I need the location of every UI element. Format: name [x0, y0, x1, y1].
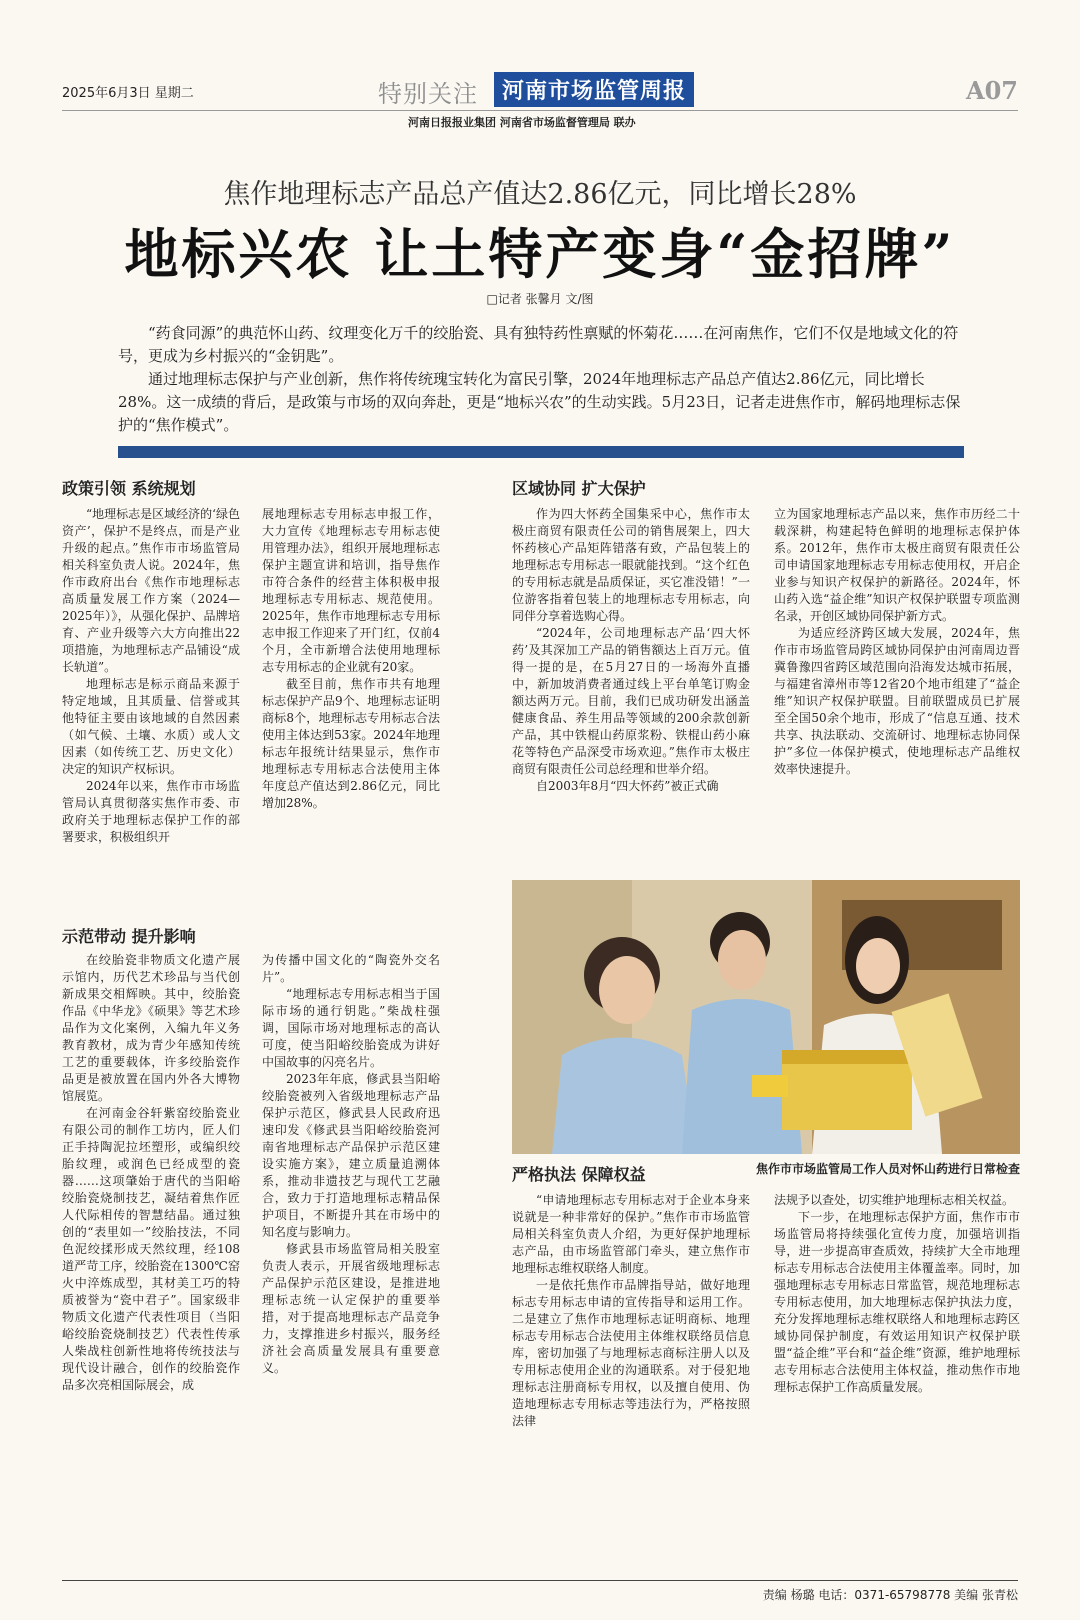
- header-rule: [62, 110, 1018, 111]
- divider-bar: [118, 446, 964, 458]
- lead-paragraph: 通过地理标志保护与产业创新，焦作将传统瑰宝转化为富民引擎，2024年地理标志产品总产值达2.86亿元，同比增长28%。这一成绩的背后，是政策与市场的双向奔赴，更是“地标兴农”的生动实践。5月23日，记者走进焦作市，解码地理标志保护的“焦作模式”。: [118, 370, 961, 434]
- article-title: 地标兴农 让土特产变身“金招牌”: [124, 222, 956, 286]
- paragraph: 立为国家地理标志产品以来，焦作市历经二十载深耕，构建起特色鲜明的地理标志保护体系。2012年，焦作市太极庄商贸有限责任公司申请国家地理标志专用标志使用权，开启企业参与知识产权保护的新路径。2024年，怀山药入选“益企维”知识产权保护联盟专项监测名录，开创区域协同保护新方式。: [774, 507, 1020, 623]
- paragraph: 2023年年底，修武县当阳峪绞胎瓷被列入省级地理标志产品保护示范区，修武县人民政府迅速印发《修武县当阳峪绞胎瓷河南省地理标志产品保护示范区建设实施方案》，建立质量追溯体系，推动非遗技艺与现代工艺融合，致力于打造地理标志精品保护项目，不断提升其在市场中的知名度与影响力。: [262, 1072, 440, 1239]
- photo-caption: 焦作市市场监管局工作人员对怀山药进行日常检查: [755, 1162, 1020, 1176]
- paragraph: 作为四大怀药全国集采中心，焦作市太极庄商贸有限责任公司的销售展架上，四大怀药核心产品矩阵错落有致，产品包装上的地理标志专用标志一眼就能找到。“这个红色的专用标志就是品质保证，买它准没错！”一位游客指着包装上的地理标志专用标志，向同伴分享着选购心得。: [512, 507, 750, 623]
- organizers: 河南日报报业集团 河南省市场监督管理局 联办: [408, 116, 636, 129]
- editor-credits: 责编 杨璐 电话：0371-65798778 美编 张青松: [762, 1588, 1018, 1602]
- section-heading: 政策引领 系统规划: [62, 479, 196, 498]
- paragraph: “地理标志是区域经济的‘绿色资产’，保护不是终点，而是产业升级的起点。”焦作市市场监管局相关科室负责人说。2024年，焦作市政府出台《焦作市地理标志高质量发展工作方案（2024—2025年）》，从强化保护、品牌培育、产业升级等六大方向推出22项措施，为地理标志产品铺设“成长轨道”。: [62, 507, 240, 674]
- paragraph: 为适应经济跨区域大发展，2024年，焦作市市场监管局跨区域协同保护由河南周边晋冀鲁豫四省跨区域范围向沿海发达城市拓展，与福建省漳州市等12省20个地市组建了“益企维”知识产权保护联盟。目前联盟成员已扩展至全国50余个地市，形成了“信息互通、技术共享、执法联动、交流研讨、地理标志协同保护”多位一体保护模式，使地理标志产品维权效率快速提升。: [774, 626, 1020, 776]
- article-column: [62, 952, 240, 1394]
- lead-paragraph: “药食同源”的典范怀山药、纹理变化万千的绞胎瓷、具有独特药性禀赋的怀菊花……在河南焦作，它们不仅是地域文化的符号，更成为乡村振兴的“金钥匙”。: [118, 324, 959, 365]
- article-column: [774, 1192, 1020, 1396]
- paragraph: 展地理标志专用标志申报工作，大力宣传《地理标志专用标志使用管理办法》，组织开展地理标志保护主题宣讲和培训，指导焦作市符合条件的经营主体积极申报地理标志专用标志、规范使用。2025年，焦作市地理标志专用标志申报工作迎来了开门红，仅前4个月，全市新增合法使用地理标志专用标志的企业就有20家。: [262, 507, 440, 674]
- footer-rule: [62, 1580, 1018, 1581]
- article-column: [262, 952, 440, 1377]
- section-label: 特别关注: [378, 80, 478, 108]
- paragraph: “申请地理标志专用标志对于企业本身来说就是一种非常好的保护。”焦作市市场监管局相关科室负责人介绍，为更好保护地理标志产品，由市场监管部门牵头，建立焦作市地理标志维权联络人制度。: [512, 1193, 750, 1275]
- paragraph: 法规予以查处，切实维护地理标志相关权益。: [774, 1193, 1015, 1207]
- article-column: [512, 1192, 750, 1430]
- photo-illustration: [512, 880, 1020, 1154]
- article-column: [262, 506, 440, 812]
- byline: □记者 张馨月 文/图: [486, 292, 594, 306]
- issue-date: 2025年6月3日 星期二: [62, 86, 194, 101]
- paper-name: 河南市场监管周报: [494, 72, 694, 107]
- paragraph: 修武县市场监管局相关股室负责人表示，开展省级地理标志产品保护示范区建设，是推进地理标志统一认定保护的重要举措，对于提高地理标志产品竞争力，支撑推进乡村振兴，服务经济社会高质量发展具有重要意义。: [262, 1242, 440, 1375]
- section-heading: 示范带动 提升影响: [62, 927, 196, 946]
- article-column: [62, 506, 240, 846]
- section-heading: 区域协同 扩大保护: [512, 479, 646, 498]
- paragraph: 截至目前，焦作市共有地理标志保护产品9个、地理标志证明商标8个，地理标志专用标志合法使用主体达到53家。2024年地理标志年报统计结果显示，焦作市地理标志专用标志合法使用主体年度总产值达到2.86亿元，同比增加28%。: [262, 677, 440, 810]
- paragraph: 在河南金谷轩紫窑绞胎瓷业有限公司的制作工坊内，匠人们正手持陶泥拉坯塑形，或编织绞胎纹理，或润色已经成型的瓷器……这项肇始于唐代的当阳峪绞胎瓷烧制技艺，凝结着焦作匠人代际相传的智慧结晶。通过独创的“表里如一”绞胎技法，不同色泥绞揉形成天然纹理，经108道严苛工序，绞胎瓷在1300℃窑火中淬炼成型，其材美工巧的特质被誉为“瓷中君子”。国家级非物质文化遗产代表性项目（当阳峪绞胎瓷烧制技艺）代表性传承人柴战柱创新性地将传统技法与现代设计融合，创作的绞胎瓷作品多次亮相国际展会，成: [62, 1106, 240, 1392]
- paragraph: 地理标志是标示商品来源于特定地域，且其质量、信誉或其他特征主要由该地域的自然因素（如气候、土壤、水质）或人文因素（如传统工艺、历史文化）决定的知识产权标识。: [62, 677, 240, 776]
- article-subtitle: 焦作地理标志产品总产值达2.86亿元，同比增长28%: [223, 179, 857, 210]
- news-photo: [512, 880, 1020, 1154]
- paragraph: “地理标志专用标志相当于国际市场的通行钥匙。”柴战柱强调，国际市场对地理标志的高认可度，使当阳峪绞胎瓷成为讲好中国故事的闪亮名片。: [262, 987, 440, 1069]
- section-heading: 严格执法 保障权益: [512, 1165, 646, 1184]
- page-number: A07: [965, 76, 1018, 105]
- paragraph: 自2003年8月“四大怀药”被正式确: [536, 779, 719, 793]
- paragraph: 为传播中国文化的“陶瓷外交名片”。: [262, 953, 440, 984]
- paragraph: 在绞胎瓷非物质文化遗产展示馆内，历代艺术珍品与当代创新成果交相辉映。其中，绞胎瓷作品《中华龙》《硕果》等艺术珍品作为文化案例，入编九年义务教育教材，成为青少年感知传统工艺的重要载体，许多绞胎瓷作品更是被放置在国内外各大博物馆展览。: [62, 953, 240, 1103]
- article-column: [774, 506, 1020, 778]
- paragraph: 下一步，在地理标志保护方面，焦作市市场监管局将持续强化宣传力度，加强培训指导，进一步提高审查质效，持续扩大全市地理标志专用标志合法使用主体覆盖率。同时，加强地理标志专用标志日常监管，规范地理标志专用标志使用，加大地理标志保护执法力度，充分发挥地理标志维权联络人和地理标志跨区域协同保护制度，有效运用知识产权保护联盟“益企维”平台和“益企维”资源，维护地理标志专用标志合法使用主体权益，推动焦作市地理标志保护工作高质量发展。: [774, 1210, 1020, 1394]
- paragraph: 一是依托焦作市品牌指导站，做好地理标志专用标志申请的宣传指导和运用工作。二是建立了焦作市地理标志证明商标、地理标志专用标志合法使用主体维权联络员信息库，密切加强了与地理标志商标注册人以及专用标志使用企业的沟通联系。对于侵犯地理标志注册商标专用权，以及擅自使用、伪造地理标志专用标志等违法行为，严格按照法律: [512, 1278, 750, 1428]
- article-column: [512, 506, 750, 795]
- paragraph: “2024年，公司地理标志产品‘四大怀药’及其深加工产品的销售额达上百万元。值得一提的是，在5月27日的一场海外直播中，新加坡消费者通过线上平台单笔订购金额达两万元。目前，我们已成功研发出涵盖健康食品、养生用品等领域的200余款创新产品，其中铁棍山药原浆粉、铁棍山药小麻花等特色产品深受市场欢迎。”焦作市太极庄商贸有限责任公司总经理和世举介绍。: [512, 626, 750, 776]
- paragraph: 2024年以来，焦作市市场监管局认真贯彻落实焦作市委、市政府关于地理标志保护工作的部署要求，积极组织开: [62, 779, 240, 844]
